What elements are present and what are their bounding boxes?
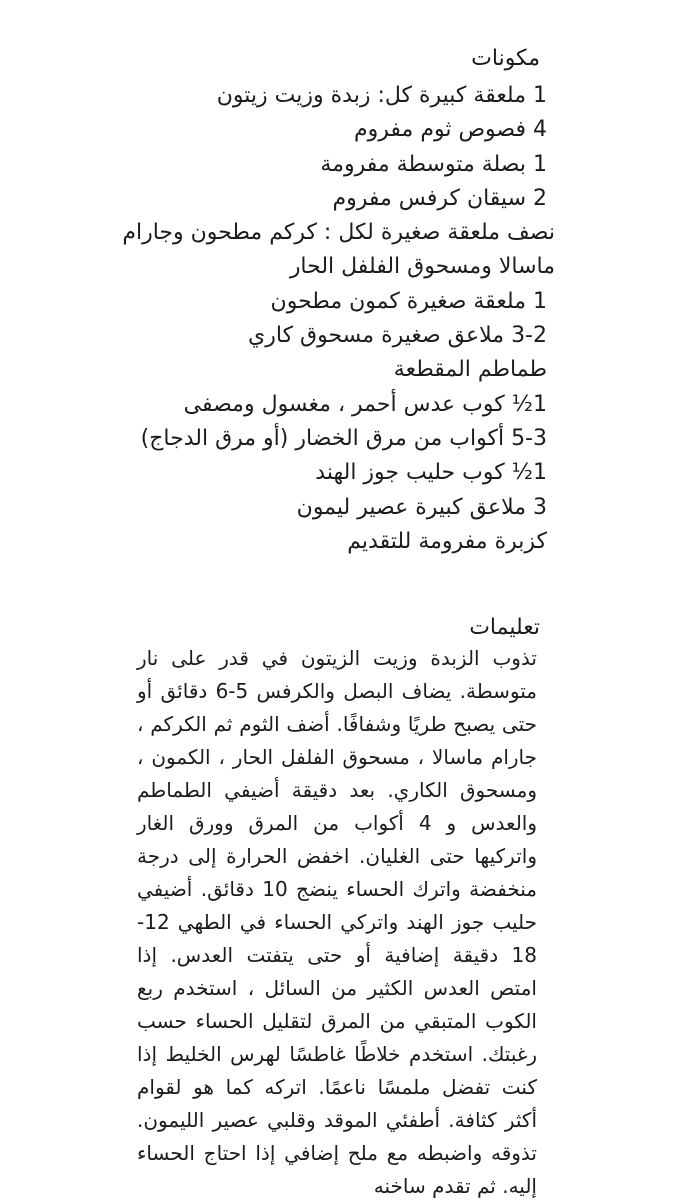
ingredient-item: 1 ملعقة كبيرة كل: زبدة وزيت زيتون <box>216 83 547 108</box>
ingredient-item: 1 ملعقة صغيرة كمون مطحون <box>270 288 547 314</box>
ingredient-item: 5-3 أكواب من مرق الخضار (أو مرق الدجاج) <box>140 425 547 451</box>
ingredient-item: كزبرة مفرومة للتقديم <box>347 528 547 554</box>
ingredient-item: نصف ملعقة صغيرة لكل : كركم مطحون وجارام ماسالا ومسحوق الفلفل الحار <box>122 220 555 280</box>
ingredient-item: 3-2 ملاعق صغيرة مسحوق كاري <box>248 323 547 349</box>
ingredient-item: 1 بصلة متوسطة مفرومة <box>320 151 547 177</box>
ingredients-heading: مكونات <box>471 46 540 71</box>
instructions-text: تذوب الزبدة وزيت الزيتون في قدر على نار متوسطة. يضاف البصل والكرفس 5-6 دقائق أو حتى يصبح طريًا وشفافًا. أضف الثوم ثم الكركم ، جارام ماسالا ، مسحوق الفلفل الحار ، الكمون ، ومسحوق الكاري. بعد دقيقة أضيفي الطماطم والعدس و 4 أكواب من المرق وورق الغار واتركيها حتى الغليان. اخفض الحرارة إلى درجة منخفضة واترك الحساء ينضج 10 دقائق. أضيفي حليب جوز الهند واتركي الحساء في الطهي 12-18 دقيقة إضافية أو حتى يتفتت العدس. إذا امتص العدس الكثير من السائل ، استخدم ربع الكوب المتبقي من المرق لتقليل الحساء حسب رغبتك. استخدم خلاطًا غاطسًا لهرس الخليط إذا كنت تفضل ملمسًا ناعمًا. اتركه كما هو لقوام أكثر كثافة. أطفئي الموقد وقلبي عصير الليمون. تذوقه واضبطه مع ملح إضافي إذا احتاج الحساء إليه. ثم تقدم ساخنه <box>137 646 538 1198</box>
ingredient-item: 1½ كوب حليب جوز الهند <box>315 460 547 486</box>
ingredient-item: 3 ملاعق كبيرة عصير ليمون <box>296 494 547 520</box>
ingredient-item: طماطم المقطعة <box>393 357 547 383</box>
ingredient-item: 2 سيقان كرفس مفروم <box>332 185 547 211</box>
ingredient-item: 4 فصوص ثوم مفروم <box>354 117 547 143</box>
ingredient-item: 1½ كوب عدس أحمر ، مغسول ومصفى <box>183 391 547 417</box>
ingredients-list <box>77 79 555 559</box>
instructions-heading: تعليمات <box>469 615 540 640</box>
